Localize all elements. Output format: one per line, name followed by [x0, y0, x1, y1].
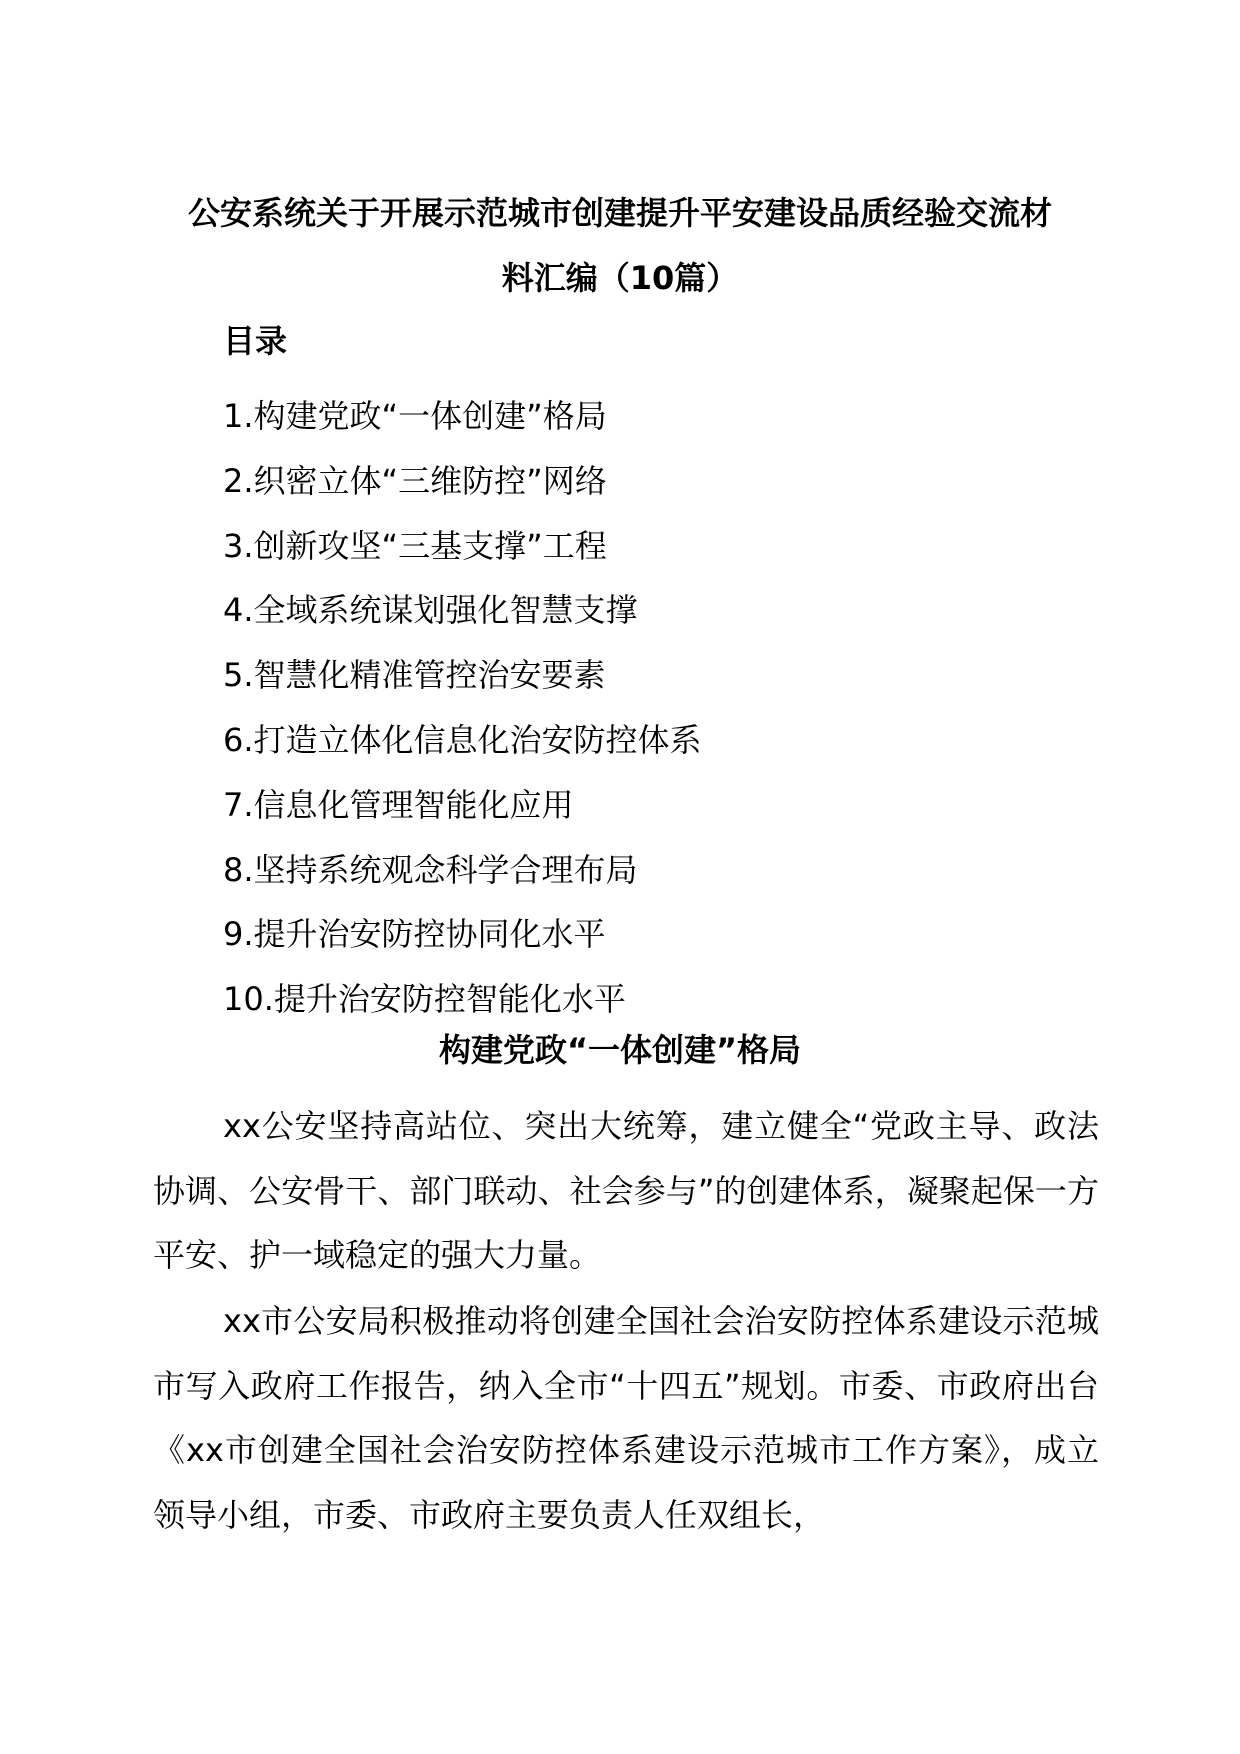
- table-of-contents: [223, 384, 702, 1032]
- document-title-line-2: 料汇编（10篇）: [501, 259, 739, 297]
- body-paragraph: xx公安坚持高站位、突出大统筹，建立健全“党政主导、政法协调、公安骨干、部门联动、社会参与”的创建体系，凝聚起保一方平安、护一域稳定的强大力量。: [153, 1107, 1099, 1275]
- document-title-line-1: 公安系统关于开展示范城市创建提升平安建设品质经验交流材: [187, 194, 1052, 232]
- toc-item: 7.信息化管理智能化应用: [223, 785, 574, 824]
- toc-item: 2.织密立体“三维防控”网络: [223, 461, 607, 500]
- toc-item: 1.构建党政“一体创建”格局: [223, 397, 607, 435]
- body-paragraph: xx市公安局积极推动将创建全国社会治安防控体系建设示范城市写入政府工作报告，纳入全市“十四五”规划。市委、市政府出台《xx市创建全国社会治安防控体系建设示范城市工作方案》，成立领导小组，市委、市政府主要负责人任双组长，: [153, 1302, 1099, 1535]
- toc-item: 3.创新攻坚“三基支撑”工程: [223, 526, 607, 565]
- toc-item: 8.坚持系统观念科学合理布局: [223, 850, 638, 889]
- toc-item: 9.提升治安防控协同化水平: [223, 915, 606, 954]
- section-heading: 构建党政“一体创建”格局: [438, 1031, 802, 1069]
- toc-item: 10.提升治安防控智能化水平: [223, 980, 626, 1019]
- toc-heading: 目录: [223, 322, 288, 360]
- toc-item: 4.全域系统谋划强化智慧支撑: [223, 591, 638, 630]
- toc-item: 6.打造立体化信息化治安防控体系: [223, 720, 702, 759]
- toc-item: 5.智慧化精准管控治安要素: [223, 656, 606, 695]
